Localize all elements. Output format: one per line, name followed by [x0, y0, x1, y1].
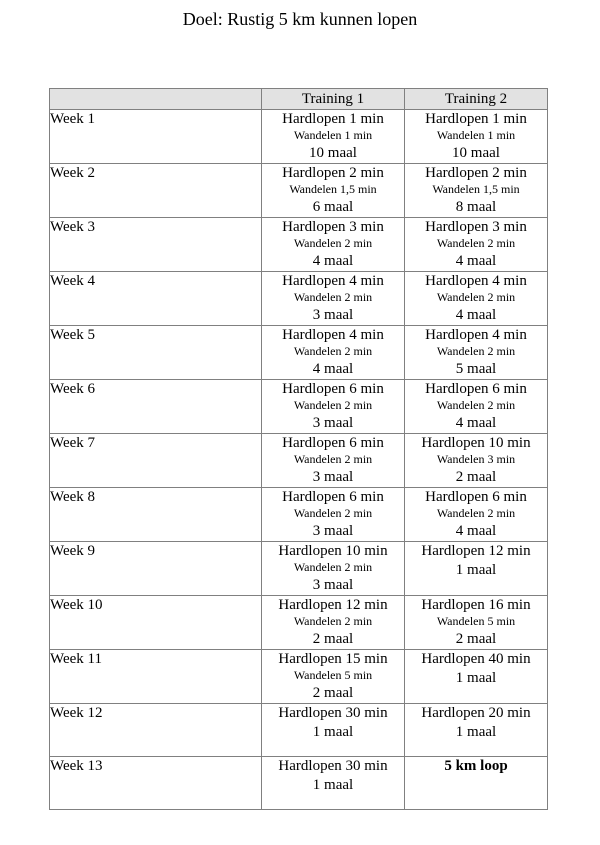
run-duration: Hardlopen 4 min: [425, 327, 527, 343]
repetitions: 3 maal: [312, 577, 354, 593]
walk-duration: Wandelen 2 min: [293, 344, 373, 358]
repetitions: 1 maal: [312, 777, 354, 793]
repetitions: 4 maal: [455, 523, 497, 539]
repetitions: 6 maal: [312, 199, 354, 215]
run-duration: Hardlopen 15 min: [278, 651, 388, 667]
run-duration: Hardlopen 6 min: [425, 489, 527, 505]
training-2-cell: [405, 596, 548, 650]
repetitions: 2 maal: [312, 685, 354, 701]
run-duration: Hardlopen 4 min: [425, 273, 527, 289]
table-row: [50, 326, 548, 380]
repetitions: 1 maal: [455, 670, 497, 686]
table-row: [50, 272, 548, 326]
week-label: Week 4: [50, 272, 262, 326]
run-duration: Hardlopen 2 min: [425, 165, 527, 181]
training-1-cell: [262, 434, 405, 488]
run-duration: Hardlopen 2 min: [282, 165, 384, 181]
repetitions: 1 maal: [312, 724, 354, 740]
walk-duration: Wandelen 3 min: [436, 452, 516, 466]
training-1-cell: [262, 596, 405, 650]
repetitions: 3 maal: [312, 307, 354, 323]
training-1-cell: [262, 488, 405, 542]
walk-duration: Wandelen 2 min: [293, 506, 373, 520]
training-1-cell: [262, 326, 405, 380]
repetitions: 10 maal: [309, 145, 357, 161]
run-duration: Hardlopen 16 min: [421, 597, 531, 613]
week-label: Week 1: [50, 110, 262, 164]
run-duration: Hardlopen 10 min: [421, 435, 531, 451]
run-duration: Hardlopen 3 min: [282, 219, 384, 235]
table-row: [50, 757, 548, 810]
table-row: [50, 650, 548, 704]
run-duration: Hardlopen 12 min: [421, 543, 531, 559]
training-2-cell: [405, 650, 548, 704]
repetitions: 4 maal: [455, 415, 497, 431]
week-label: Week 3: [50, 218, 262, 272]
training-1-cell: [262, 218, 405, 272]
training-2-cell: [405, 272, 548, 326]
table-row: [50, 704, 548, 757]
run-duration: Hardlopen 30 min: [278, 758, 388, 774]
repetitions: 4 maal: [455, 307, 497, 323]
training-1-cell: [262, 542, 405, 596]
training-1-cell: [262, 110, 405, 164]
walk-duration: Wandelen 2 min: [293, 290, 373, 304]
run-duration: Hardlopen 12 min: [278, 597, 388, 613]
run-duration: Hardlopen 4 min: [282, 273, 384, 289]
table-row: [50, 380, 548, 434]
walk-duration: Wandelen 2 min: [436, 344, 516, 358]
header-training-2: Training 2: [405, 89, 548, 110]
training-2-cell: [405, 218, 548, 272]
week-label: Week 6: [50, 380, 262, 434]
walk-duration: Wandelen 1,5 min: [432, 182, 520, 196]
run-duration: Hardlopen 6 min: [282, 381, 384, 397]
table-row: [50, 218, 548, 272]
run-duration: Hardlopen 40 min: [421, 651, 531, 667]
training-1-cell: [262, 704, 405, 757]
training-2-cell: [405, 488, 548, 542]
training-1-cell: [262, 757, 405, 810]
repetitions: 10 maal: [452, 145, 500, 161]
run-duration: Hardlopen 20 min: [421, 705, 531, 721]
week-label: Week 5: [50, 326, 262, 380]
repetitions: 4 maal: [455, 253, 497, 269]
walk-duration: Wandelen 2 min: [436, 398, 516, 412]
walk-duration: Wandelen 2 min: [436, 236, 516, 250]
training-2-cell: [405, 164, 548, 218]
run-duration: Hardlopen 6 min: [282, 489, 384, 505]
training-schedule-table: [49, 88, 548, 810]
repetitions: 8 maal: [455, 199, 497, 215]
repetitions: 2 maal: [455, 631, 497, 647]
week-label: Week 12: [50, 704, 262, 757]
training-1-cell: [262, 650, 405, 704]
run-duration: Hardlopen 6 min: [282, 435, 384, 451]
run-duration: Hardlopen 1 min: [425, 111, 527, 127]
training-1-cell: [262, 380, 405, 434]
header-week-column: [50, 89, 262, 110]
walk-duration: Wandelen 2 min: [436, 506, 516, 520]
walk-duration: Wandelen 1 min: [293, 128, 373, 142]
week-label: Week 11: [50, 650, 262, 704]
walk-duration: Wandelen 5 min: [436, 614, 516, 628]
repetitions: 1 maal: [455, 562, 497, 578]
page-title: Doel: Rustig 5 km kunnen lopen: [182, 9, 418, 29]
walk-duration: Wandelen 1 min: [436, 128, 516, 142]
table-row: [50, 488, 548, 542]
table-header-row: [50, 89, 548, 110]
goal-run-text: 5 km loop: [444, 758, 508, 774]
table-row: [50, 110, 548, 164]
repetitions: 3 maal: [312, 523, 354, 539]
training-2-cell: [405, 704, 548, 757]
run-duration: Hardlopen 10 min: [278, 543, 388, 559]
run-duration: Hardlopen 30 min: [278, 705, 388, 721]
repetitions: 2 maal: [312, 631, 354, 647]
repetitions: 3 maal: [312, 415, 354, 431]
week-label: Week 10: [50, 596, 262, 650]
table-row: [50, 164, 548, 218]
training-2-cell: [405, 757, 548, 810]
walk-duration: Wandelen 1,5 min: [289, 182, 377, 196]
table-row: [50, 434, 548, 488]
week-label: Week 13: [50, 757, 262, 810]
repetitions: 4 maal: [312, 361, 354, 377]
week-label: Week 7: [50, 434, 262, 488]
walk-duration: Wandelen 2 min: [293, 236, 373, 250]
walk-duration: Wandelen 5 min: [293, 668, 373, 682]
run-duration: Hardlopen 1 min: [282, 111, 384, 127]
run-duration: Hardlopen 3 min: [425, 219, 527, 235]
week-label: Week 8: [50, 488, 262, 542]
repetitions: 5 maal: [455, 361, 497, 377]
table-row: [50, 596, 548, 650]
walk-duration: Wandelen 2 min: [436, 290, 516, 304]
header-training-1: Training 1: [262, 89, 405, 110]
walk-duration: Wandelen 2 min: [293, 452, 373, 466]
training-2-cell: [405, 380, 548, 434]
training-1-cell: [262, 272, 405, 326]
training-2-cell: [405, 434, 548, 488]
repetitions: 4 maal: [312, 253, 354, 269]
training-2-cell: [405, 326, 548, 380]
walk-duration: Wandelen 2 min: [293, 398, 373, 412]
training-2-cell: [405, 110, 548, 164]
repetitions: 1 maal: [455, 724, 497, 740]
repetitions: 3 maal: [312, 469, 354, 485]
table-row: [50, 542, 548, 596]
run-duration: Hardlopen 6 min: [425, 381, 527, 397]
training-2-cell: [405, 542, 548, 596]
walk-duration: Wandelen 2 min: [293, 560, 373, 574]
training-1-cell: [262, 164, 405, 218]
week-label: Week 2: [50, 164, 262, 218]
week-label: Week 9: [50, 542, 262, 596]
run-duration: Hardlopen 4 min: [282, 327, 384, 343]
repetitions: 2 maal: [455, 469, 497, 485]
walk-duration: Wandelen 2 min: [293, 614, 373, 628]
